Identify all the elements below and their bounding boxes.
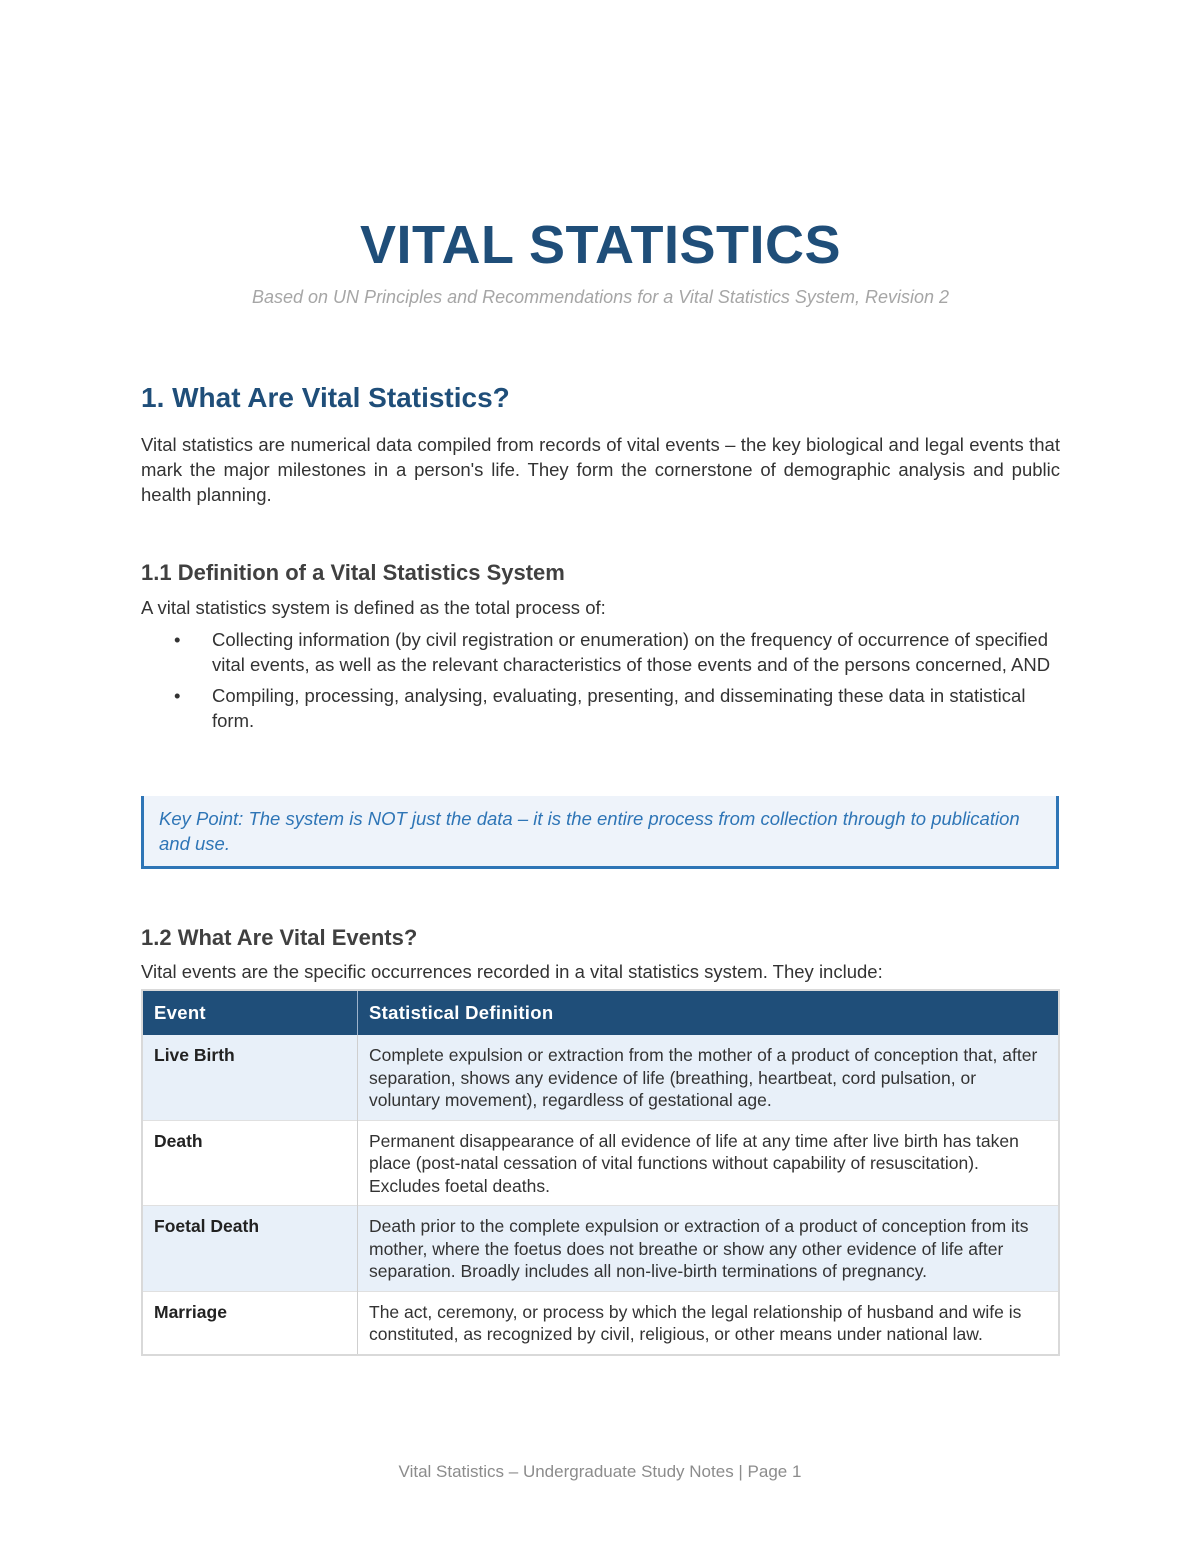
key-point-text: Key Point: The system is NOT just the data – it is the entire process from collection through to publication and use. xyxy=(159,808,1020,854)
document-title: VITAL STATISTICS xyxy=(359,215,841,275)
page-footer: Vital Statistics – Undergraduate Study Notes | Page 1 xyxy=(398,1462,802,1481)
event-name: Foetal Death xyxy=(142,1206,358,1292)
section-1-heading: 1. What Are Vital Statistics? xyxy=(141,382,510,413)
bullet-text: Compiling, processing, analysing, evaluating, presenting, and disseminating these data in statistical form. xyxy=(212,685,1026,731)
event-name: Marriage xyxy=(142,1291,358,1355)
table-row xyxy=(142,1120,1059,1206)
list-item xyxy=(141,627,1060,677)
table-header-row xyxy=(142,990,1059,1035)
key-point-callout xyxy=(141,796,1059,869)
column-header-event: Event xyxy=(142,990,358,1035)
list-item xyxy=(141,683,1060,733)
table-row xyxy=(142,1291,1059,1355)
table-row xyxy=(142,1035,1059,1120)
section-1-intro: Vital statistics are numerical data compiled from records of vital events – the key biological and legal events that mark the major milestones in a person's life. They form the cornerstone of demographic analysis and public health planning. xyxy=(141,434,1060,505)
event-definition: Permanent disappearance of all evidence of life at any time after live birth has taken place (post-natal cessation of vital functions without capability of resuscitation). Excludes foetal deaths. xyxy=(358,1120,1060,1206)
vital-events-table xyxy=(141,989,1060,1356)
bullet-icon: • xyxy=(174,629,181,650)
section-1-2-lead: Vital events are the specific occurrences recorded in a vital statistics system. They include: xyxy=(141,961,883,982)
bullet-text: Collecting information (by civil registration or enumeration) on the frequency of occurrence of specified vital events, as well as the relevant characteristics of those events and of the persons concerned, AND xyxy=(212,629,1051,675)
event-definition: Death prior to the complete expulsion or extraction of a product of conception from its mother, where the foetus does not breathe or show any other evidence of life after separation. Broadly includes all non-live-birth terminations of pregnancy. xyxy=(358,1206,1060,1292)
section-1-1-heading: 1.1 Definition of a Vital Statistics System xyxy=(141,560,565,585)
event-definition: The act, ceremony, or process by which the legal relationship of husband and wife is constituted, as recognized by civil, religious, or other means under national law. xyxy=(358,1291,1060,1355)
section-1-2-heading: 1.2 What Are Vital Events? xyxy=(141,925,418,950)
table-row xyxy=(142,1206,1059,1292)
event-definition: Complete expulsion or extraction from the mother of a product of conception that, after separation, shows any evidence of life (breathing, heartbeat, cord pulsation, or voluntary movement), regardless of gestational age. xyxy=(358,1035,1060,1120)
definition-bullet-list xyxy=(141,627,1060,739)
event-name: Live Birth xyxy=(142,1035,358,1120)
section-1-1-lead: A vital statistics system is defined as the total process of: xyxy=(141,597,606,618)
bullet-icon: • xyxy=(174,685,181,706)
column-header-definition: Statistical Definition xyxy=(358,990,1060,1035)
event-name: Death xyxy=(142,1120,358,1206)
document-subtitle: Based on UN Principles and Recommendations for a Vital Statistics System, Revision 2 xyxy=(252,287,949,307)
